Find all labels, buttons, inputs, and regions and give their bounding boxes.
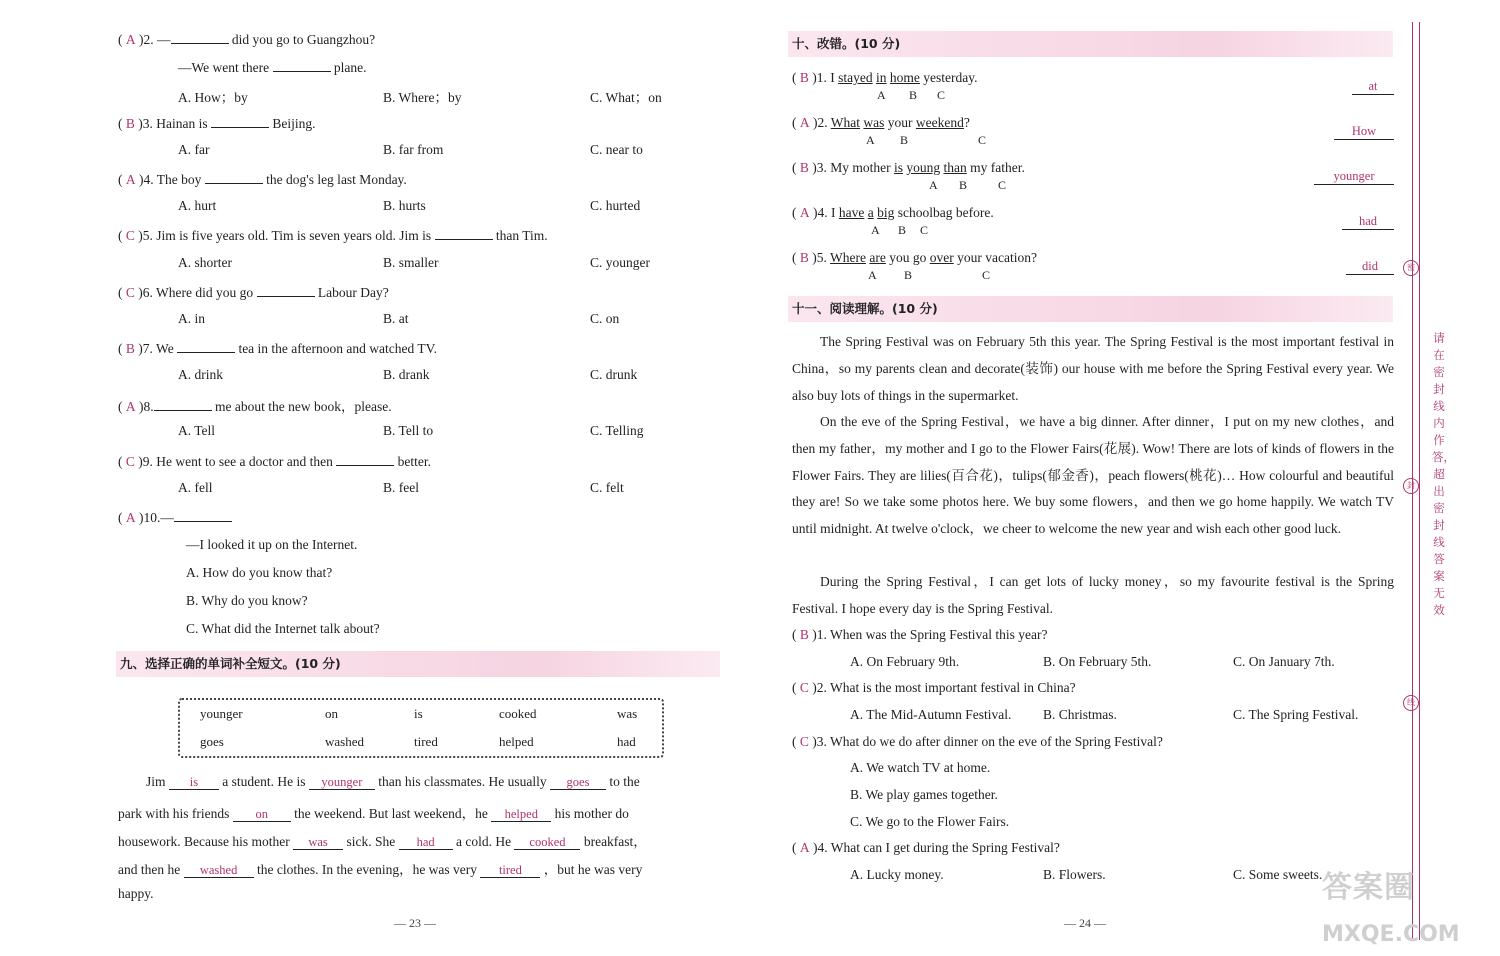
seal-line: [1419, 22, 1420, 940]
answer-blank[interactable]: [154, 397, 212, 411]
question-10-reply: —I looked it up on the Internet.: [186, 537, 358, 552]
option-b: B. smaller: [383, 255, 439, 270]
word-option: on: [325, 706, 338, 721]
section-10-title: 十、改错。(10 分): [788, 31, 1393, 57]
option-b: B. On February 5th.: [1043, 654, 1152, 669]
question-7: ( B )7. We tea in the afternoon and watched TV.: [118, 341, 437, 356]
option-c: C. hurted: [590, 198, 641, 213]
word-option: helped: [499, 734, 534, 749]
seal-mark: 线: [1403, 695, 1419, 711]
correction-answer[interactable]: did: [1346, 259, 1394, 275]
passage-line-5: happy.: [118, 886, 154, 901]
question-8: ( A )8. me about the new book，please.: [118, 399, 392, 414]
option-c: C. Some sweets.: [1233, 867, 1323, 882]
word-option: younger: [200, 706, 243, 721]
passage-fill[interactable]: tired: [480, 863, 540, 878]
question-2: ( A )2. — did you go to Guangzhou?: [118, 32, 376, 47]
option-a: A. How do you know that?: [186, 565, 333, 580]
option-b: B. feel: [383, 480, 419, 495]
option-c: C. Telling: [590, 423, 644, 438]
seal-notice: 请在密封线内作答，超出密封线答案无效: [1432, 331, 1455, 617]
option-a: A. How；by: [178, 90, 248, 105]
answer-blank[interactable]: [257, 283, 315, 297]
word-option: goes: [200, 734, 224, 749]
answer-blank[interactable]: [336, 452, 394, 466]
option-c: C. on: [590, 311, 620, 326]
passage-fill[interactable]: is: [169, 775, 219, 790]
correction-3: ( B )3. My mother is young than my father.: [792, 160, 1025, 175]
option-c: C. felt: [590, 480, 624, 495]
reading-paragraph-2: On the eve of the Spring Festival，we have a big dinner. After dinner，I put on my new clothes，and then my father，my mother and I go to the Flower Fairs(花展). Wow! There are lots of kinds of flowers in the Flower Fairs. They are lilies(百合花)，tulips(郁金香)，peach flowers(桃花)… How colourful and beautiful they are! So we take some photos here. We buy some flowers，and then we go home happily. We watch TV until midnight. At twelve o'clock，we cheer to welcome the new year and wish each other good luck.: [792, 414, 1394, 537]
option-a: A. On February 9th.: [850, 654, 960, 669]
passage-fill[interactable]: goes: [550, 775, 606, 790]
question-5: ( C )5. Jim is five years old. Tim is seven years old. Jim is than Tim.: [118, 228, 548, 243]
word-option: is: [414, 706, 423, 721]
section-11-title: 十一、阅读理解。(10 分): [788, 296, 1393, 322]
answer-blank[interactable]: [174, 508, 232, 522]
option-a: A. in: [178, 311, 205, 326]
seal-mark: 封: [1403, 478, 1419, 494]
option-a: A. drink: [178, 367, 223, 382]
passage-line-4: and then he washed the clothes. In the evening，he was very tired ，but he was very: [118, 862, 643, 877]
option-c: C. drunk: [590, 367, 638, 382]
correction-5: ( B )5. Where are you go over your vacation?: [792, 250, 1037, 265]
word-option: tired: [414, 734, 438, 749]
question-4: ( A )4. The boy the dog's leg last Monday.: [118, 172, 407, 187]
answer-blank[interactable]: [435, 226, 493, 240]
option-a: A. Lucky money.: [850, 867, 944, 882]
reading-question-1: ( B )1. When was the Spring Festival this year?: [792, 627, 1048, 642]
option-a: A. shorter: [178, 255, 232, 270]
correction-4: ( A )4. I have a big schoolbag before.: [792, 205, 994, 220]
passage-fill[interactable]: cooked: [514, 835, 580, 850]
answer-blank[interactable]: [205, 170, 263, 184]
option-a: A. hurt: [178, 198, 217, 213]
answer-blank[interactable]: [171, 30, 229, 44]
option-b: B. Flowers.: [1043, 867, 1106, 882]
option-b: B. Christmas.: [1043, 707, 1117, 722]
option-b: B. far from: [383, 142, 444, 157]
watermark-url: MXQE.COM: [1322, 922, 1460, 947]
option-b: B. Tell to: [383, 423, 434, 438]
page-number-left: — 23 —: [394, 916, 436, 930]
correction-answer[interactable]: at: [1352, 79, 1394, 95]
option-a: A. Tell: [178, 423, 216, 438]
option-b: B. Why do you know?: [186, 593, 308, 608]
correction-1: ( B )1. I stayed in home yesterday.: [792, 70, 978, 85]
option-c: C. On January 7th.: [1233, 654, 1335, 669]
question-2-reply: —We went there plane.: [178, 60, 367, 75]
correction-answer[interactable]: How: [1334, 124, 1394, 140]
reading-question-2: ( C )2. What is the most important festival in China?: [792, 680, 1076, 695]
correction-answer[interactable]: had: [1342, 214, 1394, 230]
option-b: B. at: [383, 311, 409, 326]
word-option: cooked: [499, 706, 537, 721]
section-9-title: 九、选择正确的单词补全短文。(10 分): [116, 651, 720, 677]
question-3: ( B )3. Hainan is Beijing.: [118, 116, 316, 131]
reading-paragraph-3: During the Spring Festival，I can get lots of lucky money，so my favourite festival is the Spring Festival. I hope every day is the Spring Festival.: [792, 574, 1394, 616]
word-box: [178, 698, 664, 758]
correction-2: ( A )2. What was your weekend?: [792, 115, 970, 130]
passage-fill[interactable]: was: [293, 835, 343, 850]
answer-blank[interactable]: [211, 114, 269, 128]
correction-answer[interactable]: younger: [1314, 169, 1394, 185]
page-number-right: — 24 —: [1064, 916, 1106, 930]
option-c: C. What did the Internet talk about?: [186, 621, 380, 636]
option-c: C. We go to the Flower Fairs.: [850, 814, 1010, 829]
passage-line-3: housework. Because his mother was sick. She had a cold. He cooked breakfast，: [118, 834, 647, 849]
answer-blank[interactable]: [273, 58, 331, 72]
option-c: C. What；on: [590, 90, 662, 105]
passage-fill[interactable]: younger: [309, 775, 375, 790]
option-a: A. far: [178, 142, 210, 157]
question-10: ( A )10.—: [118, 508, 232, 526]
word-option: was: [617, 706, 638, 721]
answer-blank[interactable]: [177, 339, 235, 353]
passage-fill[interactable]: on: [233, 807, 291, 822]
reading-question-3: ( C )3. What do we do after dinner on the eve of the Spring Festival?: [792, 734, 1163, 749]
option-c: C. near to: [590, 142, 643, 157]
word-option: washed: [325, 734, 364, 749]
word-option: had: [617, 734, 636, 749]
reading-question-4: ( A )4. What can I get during the Spring Festival?: [792, 840, 1060, 855]
option-b: B. drank: [383, 367, 430, 382]
passage-line-2: park with his friends on the weekend. But last weekend，he helped his mother do: [118, 806, 629, 821]
question-9: ( C )9. He went to see a doctor and then better.: [118, 454, 431, 469]
passage-fill[interactable]: helped: [491, 807, 551, 822]
passage-fill[interactable]: had: [399, 835, 453, 850]
question-6: ( C )6. Where did you go Labour Day?: [118, 285, 389, 300]
option-b: B. hurts: [383, 198, 426, 213]
option-b: B. Where；by: [383, 90, 462, 105]
passage-fill[interactable]: washed: [184, 863, 254, 878]
option-a: A. fell: [178, 480, 213, 495]
passage-line-1: Jim is a student. He is younger than his classmates. He usually goes to the: [146, 774, 640, 789]
option-a: A. The Mid-Autumn Festival.: [850, 707, 1012, 722]
reading-paragraph-1: The Spring Festival was on February 5th this year. The Spring Festival is the most important festival in China，so my parents clean and decorate(装饰) our house with me before the Spring Festival every year. We also buy lots of things in the supermarket.: [792, 334, 1394, 403]
option-a: A. We watch TV at home.: [850, 760, 991, 775]
seal-mark: 密: [1403, 260, 1419, 276]
option-b: B. We play games together.: [850, 787, 998, 802]
option-c: C. younger: [590, 255, 650, 270]
watermark-logo: 答案圈: [1322, 870, 1415, 905]
option-c: C. The Spring Festival.: [1233, 707, 1359, 722]
